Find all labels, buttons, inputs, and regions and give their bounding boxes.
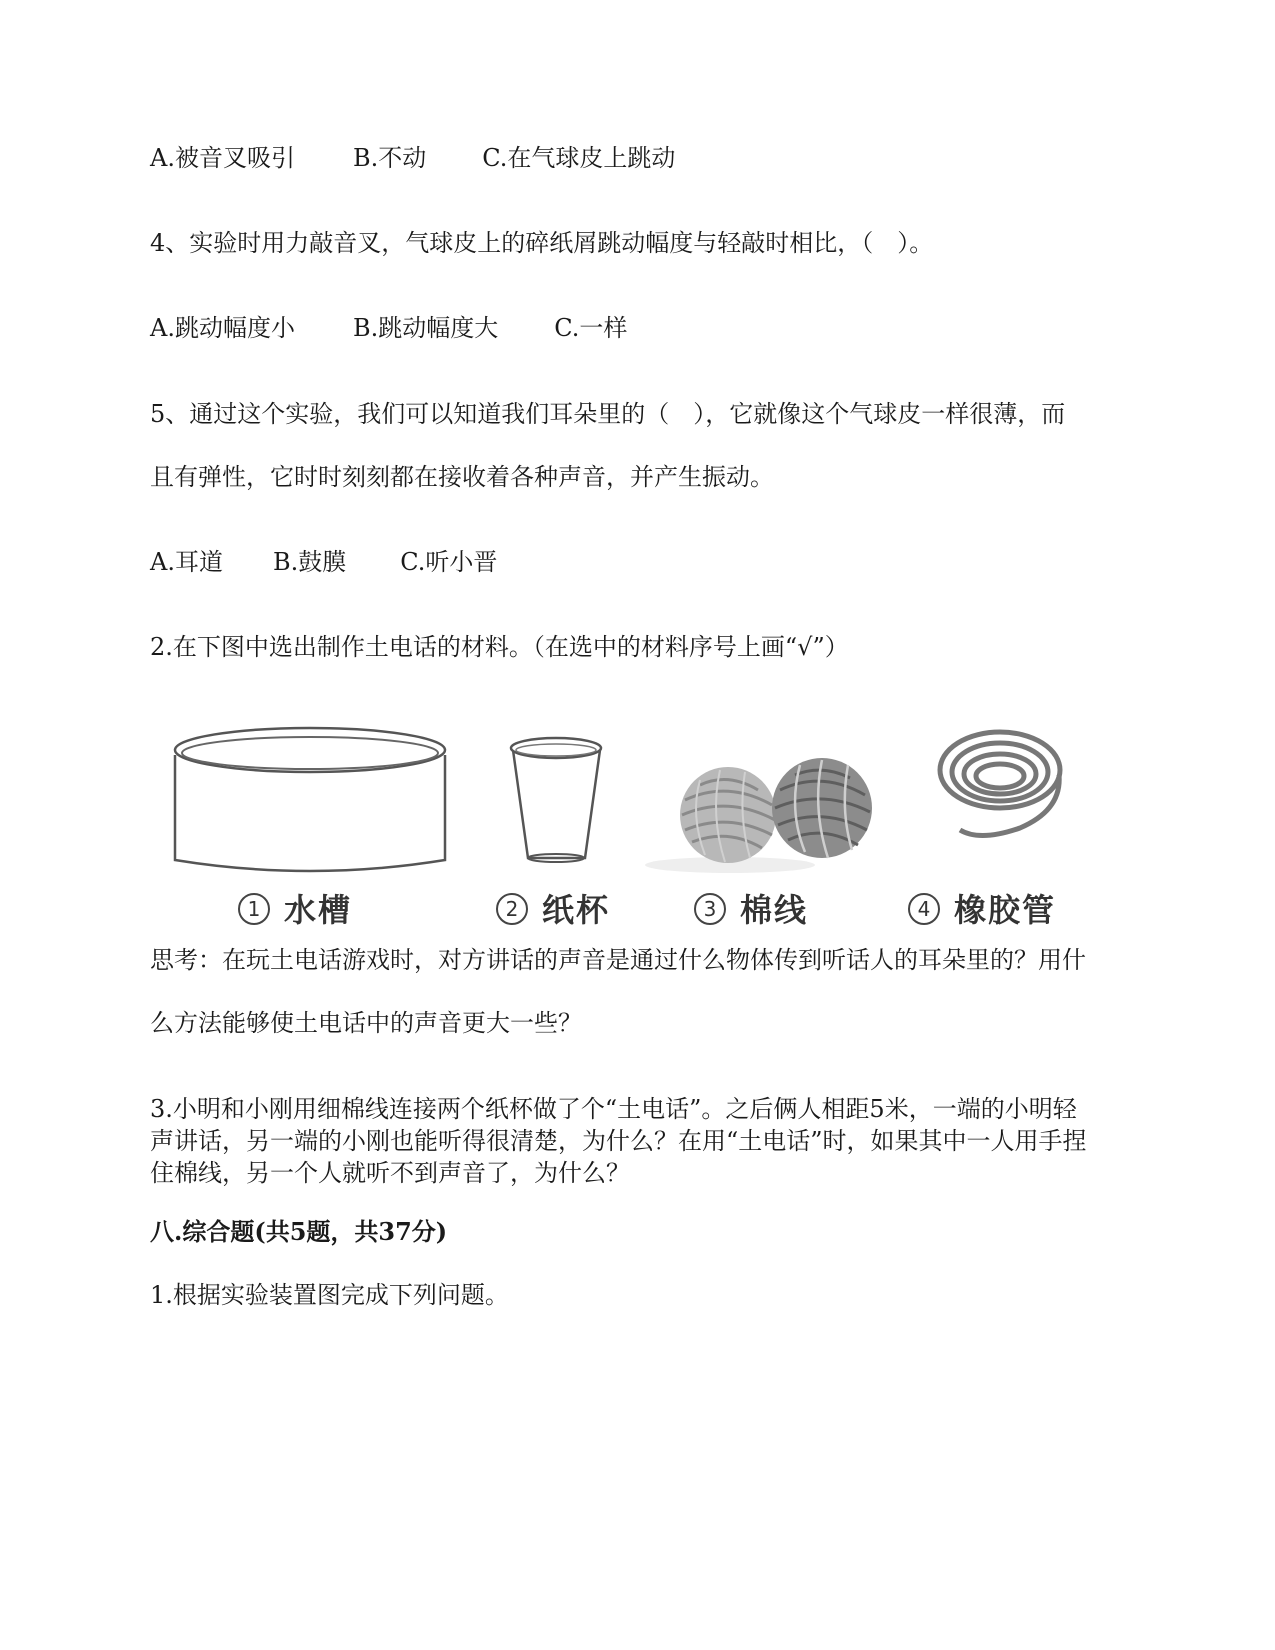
circled-number-2: 2 <box>496 893 528 925</box>
think-line-1: 思考：在玩土电话游戏时，对方讲话的声音是通过什么物体传到听话人的耳朵里的？用什 <box>150 946 1086 974</box>
q4-text: 4、实验时用力敲音叉，气球皮上的碎纸屑跳动幅度与轻敲时相比，（ ）。 <box>150 229 934 257</box>
section-8-q1: 1.根据实验装置图完成下列问题。 <box>150 1281 509 1309</box>
q4-option-c: C.一样 <box>554 314 628 342</box>
q5-option-a: A.耳道 <box>150 548 223 576</box>
figure-name-cotton-thread: 棉线 <box>740 891 809 929</box>
water-tank-icon <box>175 728 445 871</box>
figure-label-2 <box>496 890 610 930</box>
figure-name-paper-cup: 纸杯 <box>542 891 611 929</box>
q3-options <box>150 143 675 173</box>
q3-option-c: C.在气球皮上跳动 <box>482 144 676 172</box>
q5-line-2: 且有弹性，它时时刻刻都在接收着各种声音，并产生振动。 <box>150 463 774 491</box>
figure-label-1 <box>238 890 352 930</box>
q2-text: 2.在下图中选出制作土电话的材料。（在选中的材料序号上画“√”） <box>150 633 849 661</box>
figure-label-3 <box>694 890 808 930</box>
q3b-line-3: 住棉线，另一个人就听不到声音了，为什么？ <box>150 1159 630 1187</box>
q3b-line-2: 声讲话，另一端的小刚也能听得很清楚，为什么？在用“土电话”时，如果其中一人用手捏 <box>150 1127 1087 1155</box>
q5-option-b: B.鼓膜 <box>272 548 347 576</box>
materials-figure <box>160 720 1120 935</box>
figure-label-4 <box>908 890 1056 930</box>
think-line-2: 么方法能够使土电话中的声音更大一些？ <box>150 1009 582 1037</box>
figure-name-water-tank: 水槽 <box>284 891 353 929</box>
figure-name-rubber-tube: 橡胶管 <box>954 891 1057 929</box>
paper-cup-icon <box>511 738 601 862</box>
circled-number-4: 4 <box>908 893 940 925</box>
q4-options <box>150 313 627 343</box>
q5-options <box>150 547 497 577</box>
circled-number-3: 3 <box>694 893 726 925</box>
q5-option-c: C.听小晋 <box>400 548 498 576</box>
section-8-title: 八.综合题(共5题，共37分) <box>150 1217 448 1246</box>
q5-line-1: 5、通过这个实验，我们可以知道我们耳朵里的（ ），它就像这个气球皮一样很薄，而 <box>150 400 1066 428</box>
q3-option-b: B.不动 <box>352 144 427 172</box>
q4-option-a: A.跳动幅度小 <box>150 314 295 342</box>
q3b-line-1: 3.小明和小刚用细棉线连接两个纸杯做了个“土电话”。之后俩人相距5米，一端的小明轻 <box>150 1095 1077 1123</box>
q4-option-b: B.跳动幅度大 <box>352 314 499 342</box>
rubber-tube-coil-icon <box>940 732 1060 836</box>
q3-option-a: A.被音叉吸引 <box>150 144 295 172</box>
circled-number-1: 1 <box>238 893 270 925</box>
cotton-thread-balls-icon <box>645 758 872 873</box>
